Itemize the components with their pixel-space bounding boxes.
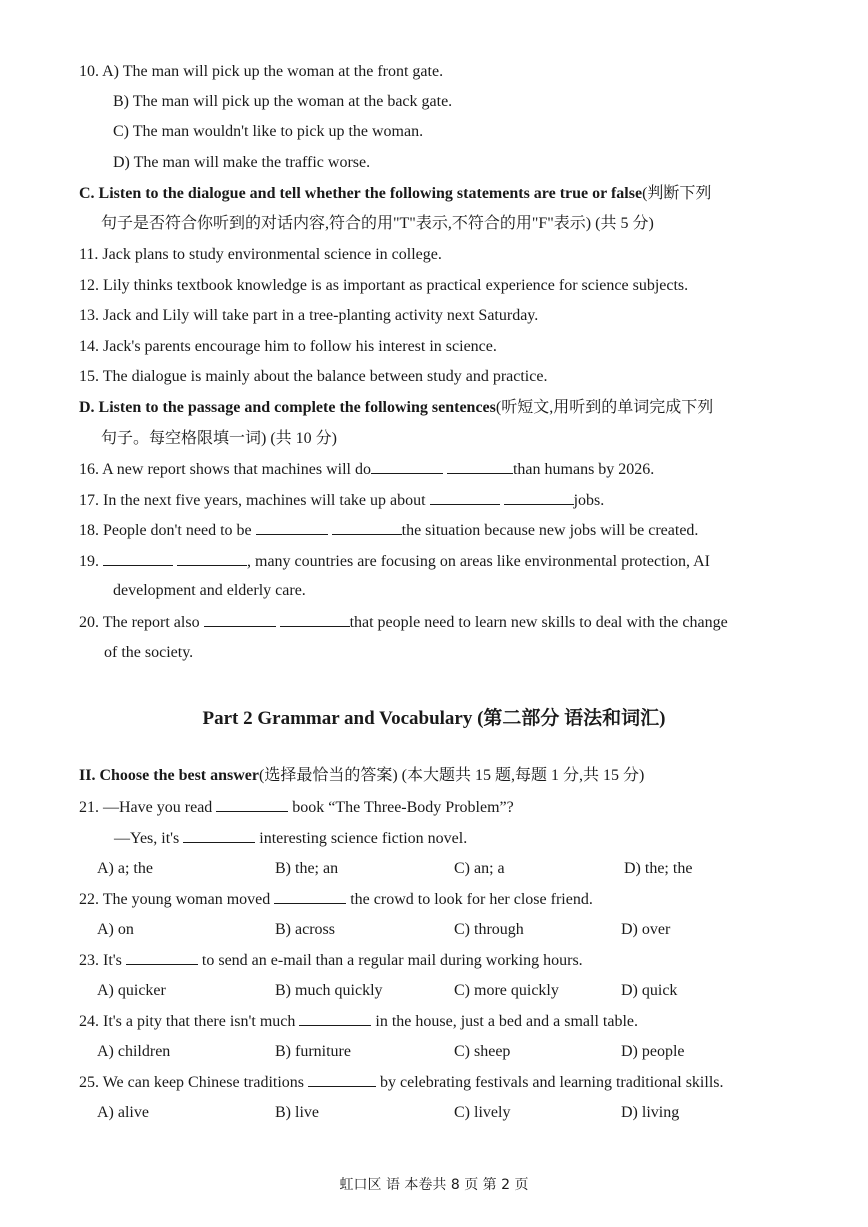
q24-option-c[interactable]: C) sheep <box>454 1043 511 1060</box>
q25: 25. We can keep Chinese traditions by celebrating festivals and learning traditional skills. <box>79 1074 724 1091</box>
q10-number: 10. <box>79 63 99 80</box>
answer-blank[interactable] <box>126 950 198 965</box>
q23-option-b[interactable]: B) much quickly <box>275 982 383 999</box>
answer-blank[interactable] <box>280 612 350 627</box>
q22-option-b[interactable]: B) across <box>275 921 335 938</box>
answer-blank[interactable] <box>430 490 500 505</box>
q25-option-a[interactable]: A) alive <box>97 1104 149 1121</box>
q16: 16. A new report shows that machines will do than humans by 2026. <box>79 461 655 478</box>
answer-blank[interactable] <box>332 520 402 535</box>
section-ii-heading: II. Choose the best answer(选择最恰当的答案) (本大题共 15 题,每题 1 分,共 15 分) <box>79 767 645 784</box>
q21-line2: —Yes, it's interesting science fiction novel. <box>114 830 468 847</box>
answer-blank[interactable] <box>274 889 346 904</box>
q22: 22. The young woman moved the crowd to look for her close friend. <box>79 891 593 908</box>
q21-line1: 21. —Have you read book “The Three-Body Problem”? <box>79 799 514 816</box>
answer-blank[interactable] <box>308 1072 376 1087</box>
q10-option-c: C) The man wouldn't like to pick up the woman. <box>113 123 424 140</box>
answer-blank[interactable] <box>256 520 328 535</box>
q12: 12. Lily thinks textbook knowledge is as important as practical experience for science subjects. <box>79 277 689 294</box>
q25-option-c[interactable]: C) lively <box>454 1104 511 1121</box>
q13: 13. Jack and Lily will take part in a tree-planting activity next Saturday. <box>79 307 539 324</box>
section-d-heading: D. Listen to the passage and complete the following sentences(听短文,用听到的单词完成下列 <box>79 399 714 416</box>
answer-blank[interactable] <box>216 797 288 812</box>
answer-blank[interactable] <box>204 612 276 627</box>
q25-option-b[interactable]: B) live <box>275 1104 319 1121</box>
answer-blank[interactable] <box>183 828 255 843</box>
q22-option-d[interactable]: D) over <box>621 921 671 938</box>
answer-blank[interactable] <box>504 490 574 505</box>
part-2-title: Part 2 Grammar and Vocabulary (第二部分 语法和词汇) <box>202 708 666 729</box>
q18: 18. People don't need to be the situation because new jobs will be created. <box>79 522 699 539</box>
q20-continuation: of the society. <box>104 644 194 661</box>
section-c-subline: 句子是否符合你听到的对话内容,符合的用"T"表示,不符合的用"F"表示) (共 5 分) <box>101 215 654 232</box>
answer-blank[interactable] <box>177 551 247 566</box>
q17: 17. In the next five years, machines will take up about jobs. <box>79 492 605 509</box>
q19: 19. , many countries are focusing on areas like environmental protection, AI <box>79 553 710 570</box>
q24-option-a[interactable]: A) children <box>97 1043 171 1060</box>
q10-option-a: 10. A) The man will pick up the woman at the front gate. <box>79 63 444 80</box>
answer-blank[interactable] <box>103 551 173 566</box>
q22-option-c[interactable]: C) through <box>454 921 524 938</box>
q23-option-d[interactable]: D) quick <box>621 982 678 999</box>
q21-option-c[interactable]: C) an; a <box>454 860 505 877</box>
q24-option-d[interactable]: D) people <box>621 1043 685 1060</box>
q24-option-b[interactable]: B) furniture <box>275 1043 351 1060</box>
answer-blank[interactable] <box>447 459 513 474</box>
q25-option-d[interactable]: D) living <box>621 1104 680 1121</box>
q21-option-d[interactable]: D) the; the <box>624 860 693 877</box>
q15: 15. The dialogue is mainly about the balance between study and practice. <box>79 368 548 385</box>
q10-option-d: D) The man will make the traffic worse. <box>113 154 371 171</box>
q20: 20. The report also that people need to learn new skills to deal with the change <box>79 614 728 631</box>
q23: 23. It's to send an e-mail than a regular mail during working hours. <box>79 952 583 969</box>
q21-option-a[interactable]: A) a; the <box>97 860 153 877</box>
answer-blank[interactable] <box>371 459 443 474</box>
section-d-subline: 句子。每空格限填一词) (共 10 分) <box>101 430 337 447</box>
q22-option-a[interactable]: A) on <box>97 921 134 938</box>
answer-blank[interactable] <box>299 1011 371 1026</box>
section-c-heading: C. Listen to the dialogue and tell whether the following statements are true or false(判断下列 <box>79 185 712 202</box>
q23-option-c[interactable]: C) more quickly <box>454 982 559 999</box>
q23-option-a[interactable]: A) quicker <box>97 982 166 999</box>
q24: 24. It's a pity that there isn't much in the house, just a bed and a small table. <box>79 1013 638 1030</box>
q21-option-b[interactable]: B) the; an <box>275 860 339 877</box>
page-footer: 虹口区 语 本卷共 8 页 第 2 页 <box>339 1177 529 1193</box>
q14: 14. Jack's parents encourage him to follow his interest in science. <box>79 338 497 355</box>
q10-option-b: B) The man will pick up the woman at the back gate. <box>113 93 453 110</box>
q11: 11. Jack plans to study environmental science in college. <box>79 246 442 263</box>
q19-continuation: development and elderly care. <box>113 582 306 599</box>
